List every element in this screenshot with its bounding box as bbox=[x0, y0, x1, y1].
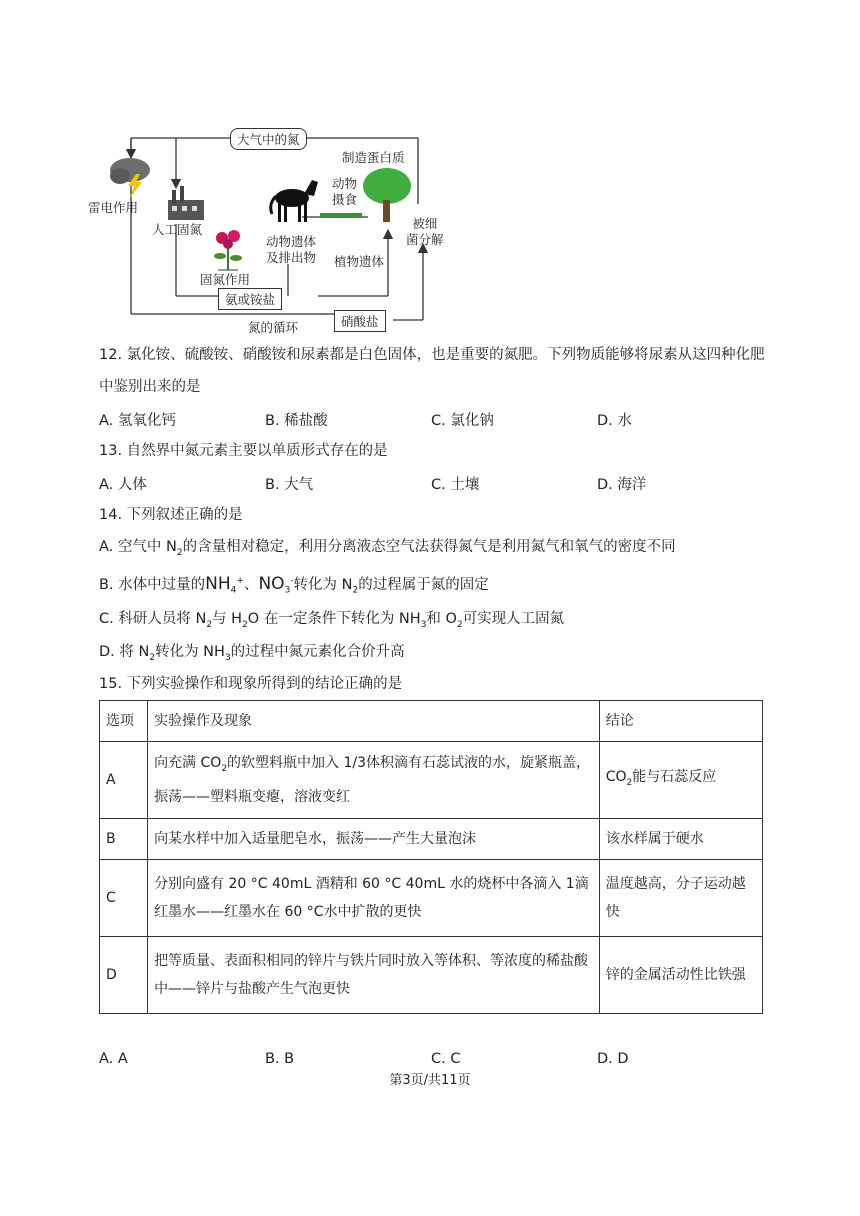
q14-line1: 14. 下列叙述正确的是 bbox=[99, 507, 243, 523]
q14-b-text2: 转化为 N bbox=[293, 576, 353, 593]
q14-d-sub1: 2 bbox=[149, 652, 156, 663]
q14-b-sep: 、 bbox=[243, 576, 259, 593]
nitrate-box: 硝酸盐 bbox=[334, 310, 386, 332]
q13-option-a: A. 人体 bbox=[99, 477, 147, 493]
q14-a-text2: 的含量相对稳定，利用分离液态空气法获得氮气是利用氮气和氧气的密度不同 bbox=[182, 539, 676, 555]
q14-a-sub: 2 bbox=[176, 547, 183, 558]
q14-b-no3-sub: 3 bbox=[284, 585, 291, 596]
q14-c-text3: O 在一定条件下转化为 NH bbox=[247, 611, 421, 627]
horse-icon bbox=[268, 174, 320, 226]
table-row bbox=[100, 860, 763, 937]
factory-icon bbox=[166, 186, 206, 222]
row-option: B bbox=[100, 819, 148, 860]
row-conclusion: 该水样属于硬水 bbox=[599, 819, 762, 860]
nitrogen-cycle-diagram bbox=[88, 124, 448, 344]
q12-option-b: B. 稀盐酸 bbox=[265, 413, 328, 429]
q14-b-text3: 的过程属于氮的固定 bbox=[358, 576, 489, 593]
table-header-row bbox=[100, 701, 763, 742]
q13-option-b: B. 大气 bbox=[265, 477, 314, 493]
q14-option-c bbox=[99, 609, 564, 635]
q15-option-a: A. A bbox=[99, 1051, 128, 1067]
q14-c-text5: 可实现人工固氮 bbox=[462, 611, 565, 627]
row-operation bbox=[148, 742, 600, 819]
decompose-label bbox=[406, 216, 444, 248]
row-operation: 把等质量、表面积相同的锌片与铁片同时放入等体积、等浓度的稀盐酸中——锌片与盐酸产生气泡更快 bbox=[148, 937, 600, 1014]
q15-option-c: C. C bbox=[431, 1051, 461, 1067]
q15-option-b: B. B bbox=[265, 1051, 295, 1067]
lightning-cloud-icon bbox=[108, 154, 158, 198]
q14-b-nh4-sub: 4 bbox=[230, 585, 237, 596]
row-conclusion: 温度越高，分子运动越快 bbox=[599, 860, 762, 937]
row-a-con-text: CO bbox=[605, 769, 627, 786]
row-operation: 分别向盛有 20 °C 40mL 酒精和 60 °C 40mL 水的烧杯中各滴入 1滴红墨水——红墨水在 60 °C水中扩散的更快 bbox=[148, 860, 600, 937]
q14-option-a bbox=[99, 537, 676, 563]
artificial-fixation-label: 人工固氮 bbox=[152, 222, 203, 237]
animal-remains-line1: 动物遗体 bbox=[266, 234, 317, 249]
q14-b-nh4-sup: + bbox=[236, 576, 244, 586]
q15-option-d: D. D bbox=[597, 1051, 629, 1067]
animal-eat-line1: 动物 bbox=[332, 176, 358, 191]
row-a-op-text2: 的软塑料瓶中加入 1/3体积滴有石蕊试液的水，旋紧瓶盖，振荡——塑料瓶变瘪，溶液变红 bbox=[154, 755, 591, 805]
row-option: A bbox=[100, 742, 148, 819]
q14-d-text: D. 将 N bbox=[99, 644, 150, 660]
q12-option-a: A. 氢氧化钙 bbox=[99, 413, 176, 429]
animal-remains-label bbox=[266, 234, 316, 266]
q14-c-sub2: 2 bbox=[242, 619, 248, 630]
animal-eat-line2: 摄食 bbox=[332, 192, 358, 207]
header-operation: 实验操作及现象 bbox=[148, 701, 600, 742]
q14-b-nh4: NH bbox=[205, 573, 231, 594]
table-row bbox=[100, 742, 763, 819]
q14-c-text4: 和 O bbox=[426, 611, 457, 627]
flower-icon bbox=[208, 228, 248, 272]
q13-option-d: D. 海洋 bbox=[597, 477, 647, 493]
atmospheric-nitrogen-label: 大气中的氮 bbox=[230, 128, 307, 150]
protein-label: 制造蛋白质 bbox=[342, 150, 405, 165]
row-option: D bbox=[100, 937, 148, 1014]
header-conclusion: 结论 bbox=[599, 701, 762, 742]
row-conclusion: 锌的金属活动性比铁强 bbox=[599, 937, 762, 1014]
diagram-caption: 氮的循环 bbox=[248, 320, 299, 335]
row-a-op-sub: 2 bbox=[221, 763, 228, 774]
row-option: C bbox=[100, 860, 148, 937]
q14-b-no3: NO bbox=[258, 573, 285, 594]
row-a-con-sub: 2 bbox=[626, 777, 633, 788]
header-option: 选项 bbox=[100, 701, 148, 742]
decompose-line1: 被细 bbox=[412, 216, 438, 231]
row-a-op-text: 向充满 CO bbox=[154, 755, 222, 772]
fixation-label: 固氮作用 bbox=[200, 272, 251, 287]
table-row bbox=[100, 819, 763, 860]
q14-d-text3: 的过程中氮元素化合价升高 bbox=[230, 644, 405, 660]
row-operation: 向某水样中加入适量肥皂水，振荡——产生大量泡沫 bbox=[148, 819, 600, 860]
q14-c-sub3: 3 bbox=[420, 619, 427, 630]
animal-remains-line2: 及排出物 bbox=[266, 250, 317, 265]
q14-option-b bbox=[99, 571, 489, 601]
animal-eat-label bbox=[332, 176, 357, 208]
q14-d-text2: 转化为 NH bbox=[155, 644, 225, 660]
q12-line2: 中鉴别出来的是 bbox=[99, 379, 201, 395]
q14-b-text: B. 水体中过量的 bbox=[99, 576, 206, 593]
q14-a-text: A. 空气中 N bbox=[99, 539, 177, 555]
q13-option-c: C. 土壤 bbox=[431, 477, 480, 493]
q14-c-text2: 与 H bbox=[212, 611, 243, 627]
q14-b-no3-sup: - bbox=[290, 576, 294, 586]
row-a-con-text2: 能与石蕊反应 bbox=[632, 769, 717, 786]
lightning-label: 雷电作用 bbox=[88, 200, 139, 215]
table-row bbox=[100, 937, 763, 1014]
q14-c-sub4: 2 bbox=[456, 619, 463, 630]
row-conclusion bbox=[599, 742, 762, 819]
q13-line1: 13. 自然界中氮元素主要以单质形式存在的是 bbox=[99, 443, 388, 459]
grass-icon bbox=[320, 210, 362, 220]
q15-line1: 15. 下列实验操作和现象所得到的结论正确的是 bbox=[99, 676, 403, 692]
decompose-line2: 菌分解 bbox=[406, 232, 444, 247]
q12-option-c: C. 氯化钠 bbox=[431, 413, 494, 429]
plant-remains-label: 植物遗体 bbox=[334, 254, 385, 269]
page-footer: 第3页/共11页 bbox=[389, 1073, 471, 1088]
q12-line1: 12. 氯化铵、硫酸铵、硝酸铵和尿素都是白色固体，也是重要的氮肥。下列物质能够将尿素从这四种化肥 bbox=[99, 347, 765, 363]
q14-b-sub: 2 bbox=[352, 585, 359, 596]
q14-d-sub2: 3 bbox=[224, 652, 231, 663]
q14-c-text: C. 科研人员将 N bbox=[99, 611, 207, 627]
q14-c-sub1: 2 bbox=[206, 619, 213, 630]
ammonium-box: 氨或铵盐 bbox=[218, 288, 282, 310]
q14-option-d bbox=[99, 642, 405, 668]
q12-option-d: D. 水 bbox=[597, 413, 632, 429]
experiment-table bbox=[99, 700, 763, 1014]
